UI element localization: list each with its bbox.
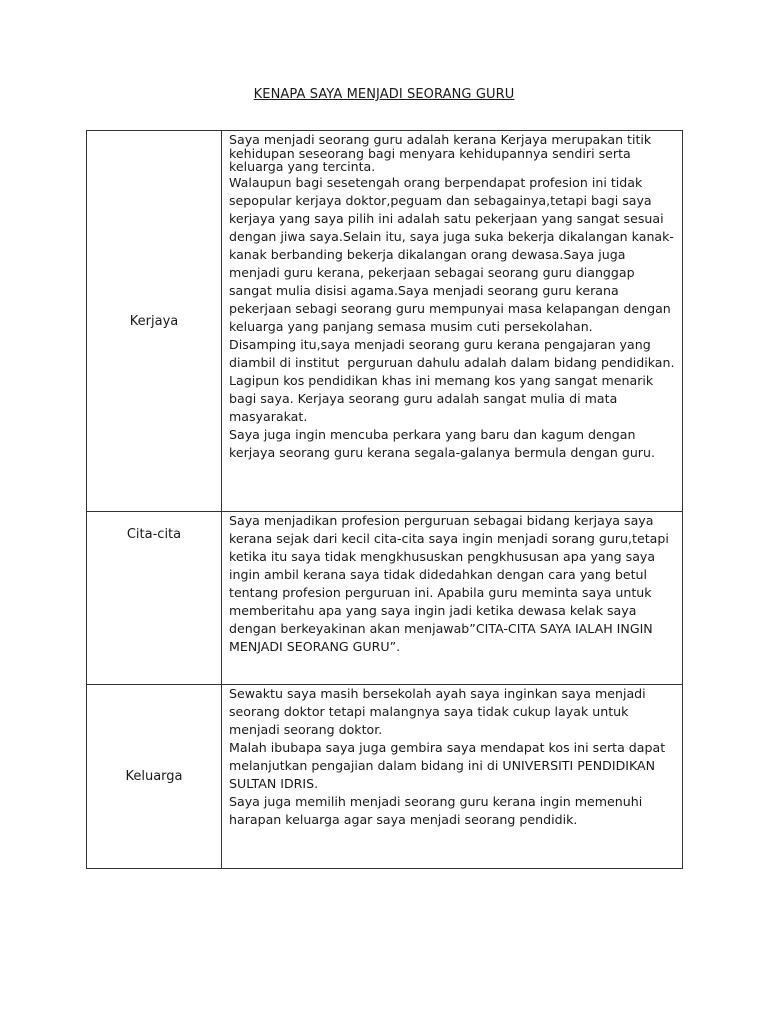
row-content-keluarga <box>222 685 683 869</box>
paragraph: Malah ibubapa saya juga gembira saya mendapat kos ini serta dapat melanjutkan pengajian dalam bidang ini di UNIVERSITI PENDIDIKAN SULTAN IDRIS. <box>229 740 666 791</box>
row-label-keluarga: Keluarga <box>87 685 222 869</box>
paragraph: Sewaktu saya masih bersekolah ayah saya inginkan saya menjadi seorang doktor tetapi malangnya saya tidak cukup layak untuk menjadi seorang doktor. <box>229 686 646 737</box>
document-title: KENAPA SAYA MENJADI SEORANG GURU <box>253 87 515 102</box>
reasons-table <box>86 130 723 869</box>
paragraph: Saya menjadikan profesion perguruan sebagai bidang kerjaya saya kerana sejak dari kecil cita-cita saya ingin menjadi sorang guru,tetapi ketika itu saya tidak mengkhususkan pengkhususan apa yang saya ingin ambil kerana saya tidak didedahkan dengan cara yang betul tentang profesion perguruan ini. Apabila guru meminta saya untuk memberitahu apa yang saya ingin jadi ketika dewasa kelak saya dengan berkeyakinan akan menjawab”CITA-CITA SAYA IALAH INGIN MENJADI SEORANG GURU”. <box>229 513 669 654</box>
table-row <box>87 131 683 512</box>
paragraph: Saya juga ingin mencuba perkara yang baru dan kagum dengan kerjaya seorang guru kerana segala-galanya bermula dengan guru. <box>229 426 655 460</box>
row-content-kerjaya <box>222 131 723 512</box>
paragraph: Walaupun bagi sesetengah orang berpendapat profesion ini tidak sepopular kerjaya doktor,peguam dan sebagainya,tetapi bagi saya kerjaya yang saya pilih ini adalah satu pekerjaan yang sangat sesuai dengan jiwa saya.Selain itu, saya juga suka bekerja dikalangan kanak-kanak berbanding bekerja dikalangan orang dewasa.Saya juga menjadi guru kerana, pekerjaan sebagai seorang guru dianggap sangat mulia disisi agama.Saya menjadi seorang guru kerana pekerjaan sebagi seorang guru mempunyai masa kelapangan dengan keluarga yang panjang semasa musim cuti persekolahan. <box>229 174 674 334</box>
row-label-cita-cita: Cita-cita <box>87 512 222 685</box>
table-row <box>87 512 683 685</box>
table-row <box>87 685 683 869</box>
paragraph: Saya juga memilih menjadi seorang guru kerana ingin memenuhi harapan keluarga agar saya menjadi seorang pendidik. <box>229 794 643 827</box>
row-label-kerjaya: Kerjaya <box>87 131 222 512</box>
paragraph: Saya menjadi seorang guru adalah kerana Kerjaya merupakan titik kehidupan seseorang bagi menyara kehidupannya sendiri serta keluarga yang tercinta. <box>229 132 652 174</box>
paragraph: Disamping itu,saya menjadi seorang guru kerana pengajaran yang diambil di institut perguruan dahulu adalah dalam bidang pendidikan. Lagipun kos pendidikan khas ini memang kos yang sangat menarik bagi saya. Kerjaya seorang guru adalah sangat mulia di mata masyarakat. <box>229 336 723 424</box>
row-content-cita-cita <box>222 512 683 685</box>
